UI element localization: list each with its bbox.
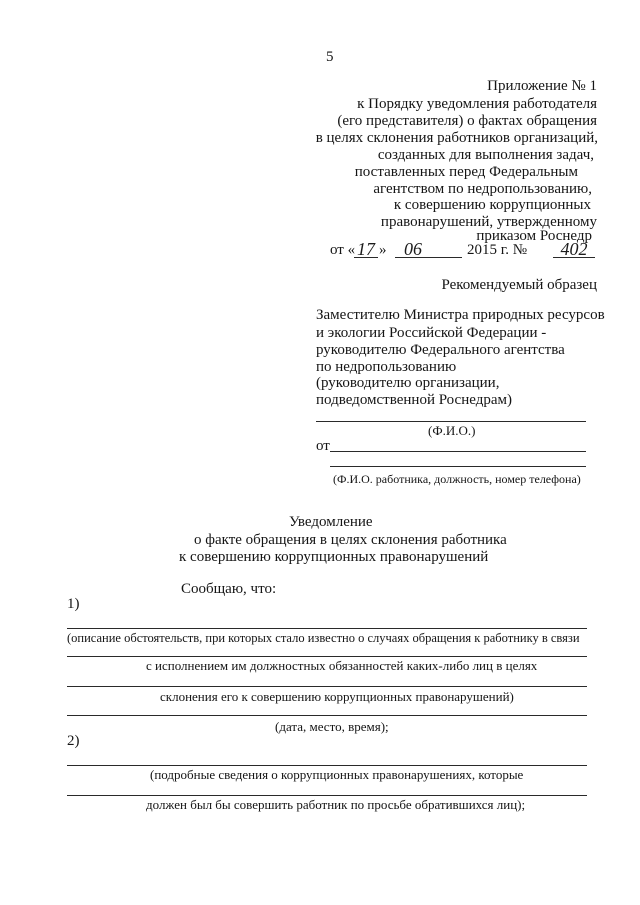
appendix-line: агентством по недропользованию, (373, 181, 592, 197)
day-field (354, 241, 378, 258)
sender-line (330, 451, 586, 452)
item-marker: 2) (67, 733, 80, 749)
sender-line (330, 466, 586, 467)
appendix-line: приказом Роснедр (476, 228, 592, 244)
blank-line (67, 715, 587, 716)
addressee-fio-line (316, 421, 586, 422)
field-caption: (дата, место, время); (275, 719, 389, 734)
field-caption: с исполнением им должностных обязанностей каких-либо лиц в целях (146, 658, 538, 673)
notice-subtitle: к совершению коррупционных правонарушений (179, 549, 489, 565)
addressee-line: по недропользованию (316, 359, 457, 375)
appendix-line: в целях склонения работников организаций, (315, 130, 598, 146)
field-caption: должен был бы совершить работник по просьбе обратившихся лиц); (146, 797, 526, 812)
handwritten-order-number: 402 (560, 239, 588, 259)
addressee-line: (руководителю организации, (316, 375, 500, 391)
field-caption: (описание обстоятельств, при которых стало известно о случаях обращения к работнику в связи (67, 631, 580, 645)
item-marker: 1) (67, 596, 80, 612)
date-prefix: от « (330, 242, 356, 258)
blank-line (67, 765, 587, 766)
order-number-field (553, 241, 595, 258)
notice-intro: Сообщаю, что: (181, 581, 277, 597)
blank-line (67, 656, 587, 657)
handwritten-day: 17 (357, 239, 375, 259)
addressee-line: руководителю Федерального агентства (316, 342, 565, 358)
addressee-line: подведомственной Роснедрам) (316, 392, 512, 408)
field-caption: склонения его к совершению коррупционных правонарушений) (160, 689, 514, 704)
notice-title: Уведомление (289, 514, 373, 530)
month-field (395, 241, 462, 258)
addressee-line: и экологии Российской Федерации - (316, 325, 547, 341)
page-number: 5 (326, 49, 334, 65)
from-label: от (316, 438, 330, 454)
appendix-line: правонарушений, утвержденному (380, 214, 597, 230)
blank-line (67, 628, 587, 629)
sender-caption: (Ф.И.О. работника, должность, номер телефона) (333, 472, 581, 486)
blank-line (67, 795, 587, 796)
fio-caption: (Ф.И.О.) (428, 423, 476, 438)
year-and-number-label: 2015 г. № (467, 242, 528, 258)
blank-line (67, 686, 587, 687)
notice-subtitle: о факте обращения в целях склонения работника (194, 532, 507, 548)
appendix-line: к Порядку уведомления работодателя (357, 96, 597, 112)
sample-label: Рекомендуемый образец (441, 277, 597, 293)
addressee-line: Заместителю Министра природных ресурсов (316, 307, 605, 323)
appendix-line: (его представителя) о фактах обращения (337, 113, 597, 129)
appendix-title: Приложение № 1 (487, 78, 597, 94)
handwritten-month: 06 (404, 239, 422, 259)
appendix-line: поставленных перед Федеральным (354, 164, 578, 180)
appendix-line: созданных для выполнения задач, (377, 147, 594, 163)
date-quote-close: » (379, 242, 387, 258)
field-caption: (подробные сведения о коррупционных правонарушениях, которые (150, 767, 524, 782)
appendix-line: к совершению коррупционных (393, 197, 591, 213)
